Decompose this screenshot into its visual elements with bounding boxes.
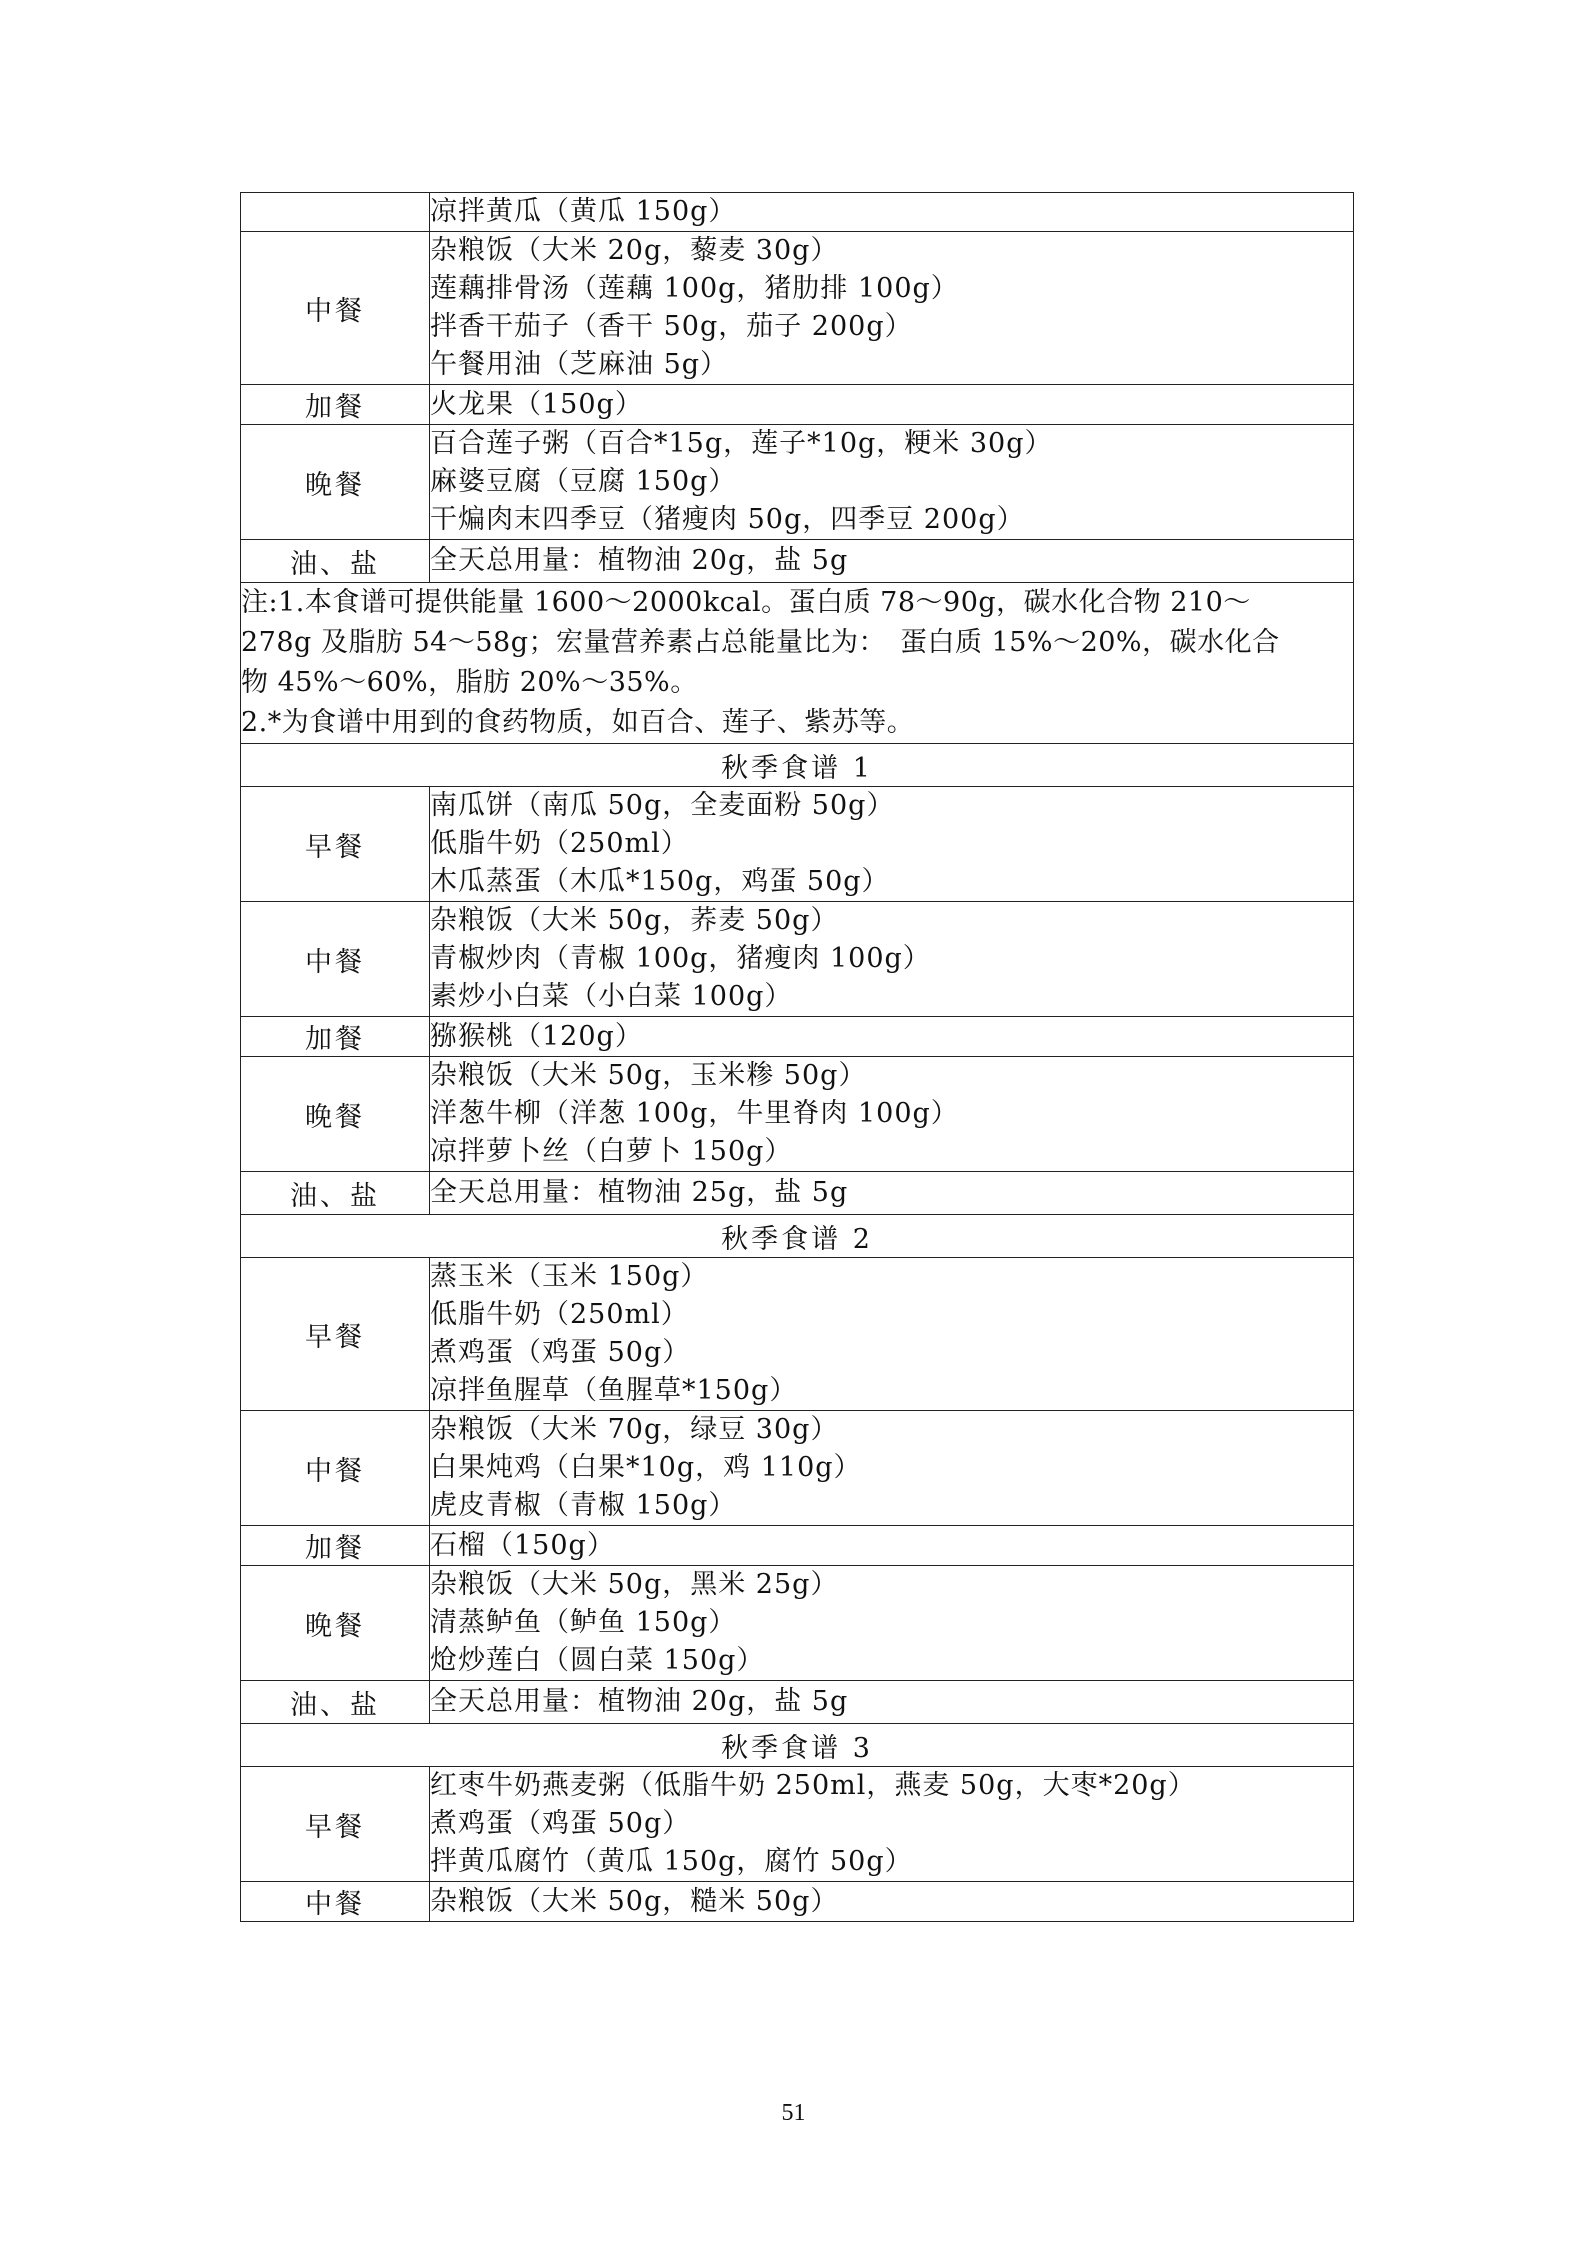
meal-label [241,193,430,232]
meal-items [430,1017,1354,1057]
food-item: 南瓜饼（南瓜 50g，全麦面粉 50g） [430,790,895,821]
food-item: 猕猴桃（120g） [430,1020,643,1052]
table-row [241,1882,1354,1922]
food-item: 拌香干茄子（香干 50g，茄子 200g） [430,311,913,342]
table-row [241,425,1354,540]
meal-items [430,1526,1354,1566]
table-row [241,385,1354,425]
food-item: 蒸玉米（玉米 150g） [430,1261,709,1292]
table-row [241,1172,1354,1215]
meal-label: 油、盐 [241,1172,430,1215]
section-title: 秋季食谱 3 [241,1724,1354,1767]
meal-label: 中餐 [241,232,430,385]
food-item: 杂粮饭（大米 70g，绿豆 30g） [430,1414,839,1445]
meal-items [430,1882,1354,1922]
note-line: 2.*为食谱中用到的食药物质，如百合、莲子、紫苏等。 [241,707,915,738]
food-item: 午餐用油（芝麻油 5g） [430,349,729,380]
meal-items [430,1258,1354,1411]
food-item: 洋葱牛柳（洋葱 100g，牛里脊肉 100g） [430,1098,959,1129]
meal-label: 油、盐 [241,540,430,583]
food-item: 凉拌黄瓜（黄瓜 150g） [430,196,737,227]
food-item: 莲藕排骨汤（莲藕 100g，猪肋排 100g） [430,273,959,304]
note-line: 278g 及脂肪 54～58g；宏量营养素占总能量比为： 蛋白质 15%～20%，碳水化合 [241,627,1280,658]
meal-label: 加餐 [241,1017,430,1057]
table-row [241,1258,1354,1411]
meal-label: 晚餐 [241,1057,430,1172]
food-item: 杂粮饭（大米 50g，黑米 25g） [430,1569,839,1600]
table-row [241,1017,1354,1057]
meal-items [430,1681,1354,1724]
food-item: 杂粮饭（大米 50g，玉米糁 50g） [430,1060,867,1091]
meal-label: 中餐 [241,1882,430,1922]
page-number: 51 [781,2100,806,2126]
food-item: 红枣牛奶燕麦粥（低脂牛奶 250ml，燕麦 50g，大枣*20g） [430,1770,1196,1801]
food-item: 凉拌萝卜丝（白萝卜 150g） [430,1136,793,1167]
food-item: 低脂牛奶（250ml） [430,1299,689,1330]
meal-items [430,232,1354,385]
meal-items [430,385,1354,425]
meal-items [430,193,1354,232]
section-header-row [241,744,1354,787]
food-item: 素炒小白菜（小白菜 100g） [430,981,793,1012]
food-item: 石榴（150g） [430,1529,615,1561]
meal-items [430,1057,1354,1172]
food-item: 炝炒莲白（圆白菜 150g） [430,1645,765,1676]
recipe-table [240,192,1354,1922]
meal-items [430,1767,1354,1882]
food-item: 火龙果（150g） [430,388,643,420]
food-item: 拌黄瓜腐竹（黄瓜 150g，腐竹 50g） [430,1846,913,1877]
meal-label: 早餐 [241,1258,430,1411]
meal-items [430,1566,1354,1681]
food-item: 煮鸡蛋（鸡蛋 50g） [430,1808,691,1839]
meal-items [430,902,1354,1017]
table-row [241,1767,1354,1882]
food-item: 凉拌鱼腥草（鱼腥草*150g） [430,1375,798,1406]
note-cell [241,583,1354,744]
meal-label: 加餐 [241,1526,430,1566]
section-title: 秋季食谱 1 [241,744,1354,787]
food-item: 全天总用量：植物油 20g，盐 5g [430,1686,849,1717]
meal-items [430,1172,1354,1215]
food-item: 白果炖鸡（白果*10g，鸡 110g） [430,1452,862,1483]
meal-items [430,425,1354,540]
food-item: 煮鸡蛋（鸡蛋 50g） [430,1337,691,1368]
table-row [241,902,1354,1017]
note-line: 注:1.本食谱可提供能量 1600～2000kcal。蛋白质 78～90g，碳水化合物 210～ [241,587,1251,618]
note-row [241,583,1354,744]
food-item: 百合莲子粥（百合*15g，莲子*10g，粳米 30g） [430,428,1053,459]
note-line: 物 45%～60%，脂肪 20%～35%。 [241,667,698,698]
meal-label: 早餐 [241,787,430,902]
section-header-row [241,1724,1354,1767]
food-item: 杂粮饭（大米 50g，糙米 50g） [430,1885,839,1917]
food-item: 青椒炒肉（青椒 100g，猪瘦肉 100g） [430,943,931,974]
food-item: 木瓜蒸蛋（木瓜*150g，鸡蛋 50g） [430,866,890,897]
meal-label: 加餐 [241,385,430,425]
meal-label: 早餐 [241,1767,430,1882]
meal-label: 晚餐 [241,425,430,540]
meal-items [430,540,1354,583]
meal-items [430,787,1354,902]
food-item: 低脂牛奶（250ml） [430,828,689,859]
meal-label: 中餐 [241,1411,430,1526]
meal-label: 油、盐 [241,1681,430,1724]
food-item: 虎皮青椒（青椒 150g） [430,1490,737,1521]
table-row [241,1681,1354,1724]
table-row [241,1566,1354,1681]
food-item: 杂粮饭（大米 50g，荞麦 50g） [430,905,839,936]
food-item: 全天总用量：植物油 25g，盐 5g [430,1177,849,1208]
meal-label: 中餐 [241,902,430,1017]
table-row [241,232,1354,385]
food-item: 全天总用量：植物油 20g，盐 5g [430,545,849,576]
table-row [241,540,1354,583]
table-row [241,1526,1354,1566]
section-title: 秋季食谱 2 [241,1215,1354,1258]
table-row [241,787,1354,902]
table-row [241,1057,1354,1172]
meal-items [430,1411,1354,1526]
table-row [241,193,1354,232]
meal-label: 晚餐 [241,1566,430,1681]
food-item: 干煸肉末四季豆（猪瘦肉 50g，四季豆 200g） [430,504,1025,535]
food-item: 清蒸鲈鱼（鲈鱼 150g） [430,1607,737,1638]
table-row [241,1411,1354,1526]
food-item: 杂粮饭（大米 20g，藜麦 30g） [430,235,839,266]
section-header-row [241,1215,1354,1258]
food-item: 麻婆豆腐（豆腐 150g） [430,466,737,497]
